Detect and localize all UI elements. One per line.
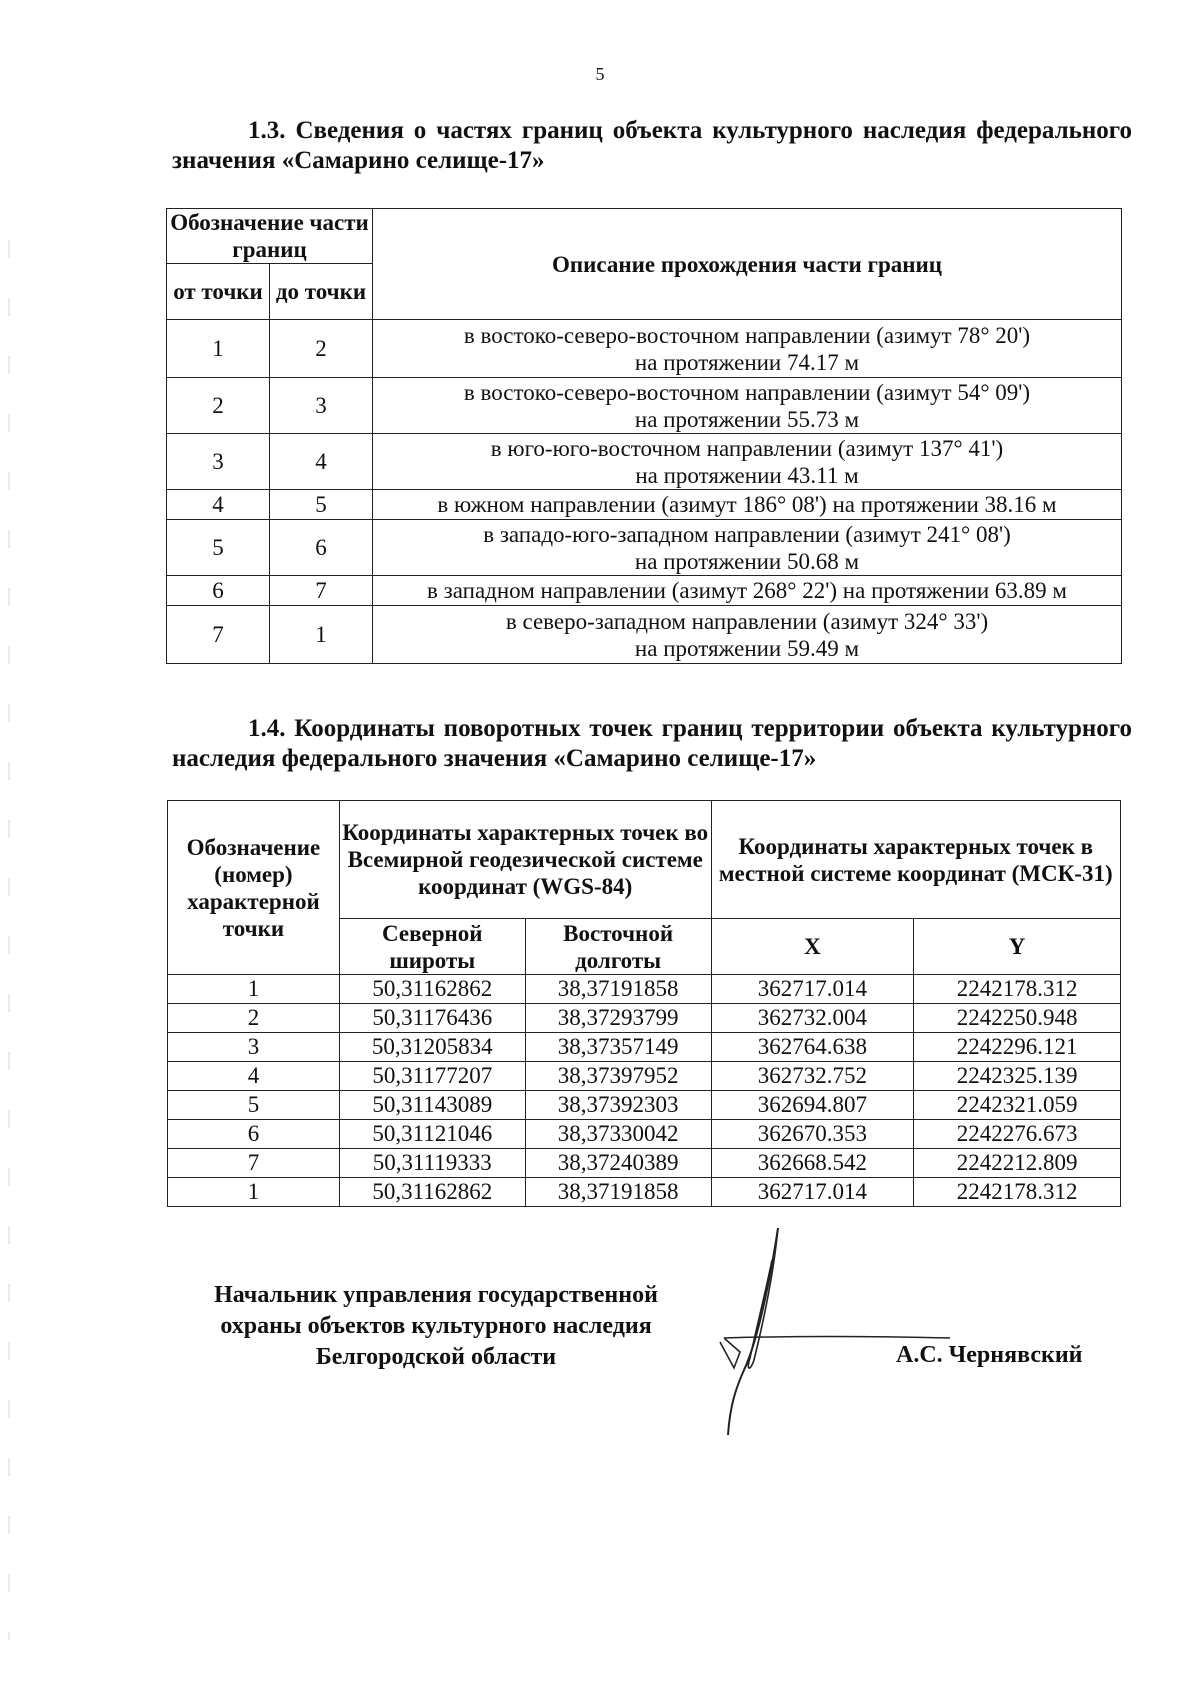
point-cell: 3	[168, 1033, 340, 1062]
description-cell	[373, 378, 1122, 434]
description-line: в юго-юго-восточном направлении (азимут 137° 41')	[490, 435, 1004, 461]
from-point-cell: 6	[167, 576, 270, 606]
section-1-3-heading-text: 1.3. Сведения о частях границ объекта культурного наследия федерального значения «Самарино селище-17»	[172, 117, 1132, 174]
point-cell: 5	[168, 1091, 340, 1120]
boundary-parts-table	[166, 208, 1122, 664]
lon-cell: 38,37357149	[525, 1033, 711, 1062]
description-cell	[373, 606, 1122, 664]
y-cell: 2242321.059	[914, 1091, 1121, 1120]
header-point-number: Обозначение (номер) характерной точки	[168, 801, 340, 975]
table-row	[167, 378, 1122, 434]
table-row	[168, 1033, 1121, 1062]
coordinates-body	[168, 975, 1121, 1207]
section-1-4-heading	[172, 714, 1132, 774]
header-wgs84: Координаты характерных точек во Всемирной геодезической системе координат (WGS-84)	[339, 801, 711, 919]
scan-margin-artifact	[6, 240, 12, 1640]
description-line: на протяжении 59.49 м	[634, 635, 860, 661]
y-cell: 2242250.948	[914, 1004, 1121, 1033]
section-1-3-heading	[172, 116, 1132, 176]
description-line: в западо-юго-западном направлении (азимут 241° 08')	[483, 521, 1011, 547]
lat-cell: 50,31119333	[339, 1149, 525, 1178]
from-point-cell: 3	[167, 434, 270, 490]
lat-cell: 50,31176436	[339, 1004, 525, 1033]
header-from-point: от точки	[167, 264, 270, 320]
y-cell: 2242178.312	[914, 975, 1121, 1004]
description-cell	[373, 490, 1122, 520]
lon-cell: 38,37191858	[525, 1178, 711, 1207]
signatory-name: А.С. Чернявский	[896, 1342, 1083, 1368]
description-line: в востоко-северо-восточном направлении (азимут 54° 09')	[463, 379, 1031, 405]
table-row	[168, 1062, 1121, 1091]
lat-cell: 50,31205834	[339, 1033, 525, 1062]
y-cell: 2242212.809	[914, 1149, 1121, 1178]
description-cell	[373, 320, 1122, 378]
description-line: в западном направлении (азимут 268° 22') на протяжении 63.89 м	[427, 578, 1067, 603]
header-designation: Обозначение части границ	[167, 209, 373, 264]
description-line: на протяжении 50.68 м	[634, 548, 860, 574]
table-row	[167, 520, 1122, 576]
table-row	[167, 490, 1122, 520]
signatory-title-line: Белгородской области	[315, 1344, 557, 1370]
description-line: на протяжении 43.11 м	[635, 462, 859, 488]
x-cell: 362717.014	[711, 1178, 914, 1207]
to-point-cell: 1	[270, 606, 373, 664]
from-point-cell: 5	[167, 520, 270, 576]
header-latitude: Северной широты	[339, 919, 525, 975]
boundary-parts-body	[167, 320, 1122, 664]
lon-cell: 38,37293799	[525, 1004, 711, 1033]
table-row	[168, 1149, 1121, 1178]
point-cell: 1	[168, 975, 340, 1004]
lon-cell: 38,37397952	[525, 1062, 711, 1091]
header-longitude: Восточной долготы	[525, 919, 711, 975]
header-x: X	[711, 919, 914, 975]
description-cell	[373, 576, 1122, 606]
lon-cell: 38,37330042	[525, 1120, 711, 1149]
lat-cell: 50,31143089	[339, 1091, 525, 1120]
description-cell	[373, 520, 1122, 576]
y-cell: 2242276.673	[914, 1120, 1121, 1149]
header-description: Описание прохождения части границ	[373, 209, 1122, 320]
x-cell: 362732.004	[711, 1004, 914, 1033]
table-row	[167, 576, 1122, 606]
to-point-cell: 3	[270, 378, 373, 434]
description-line: в южном направлении (азимут 186° 08') на протяжении 38.16 м	[437, 492, 1057, 517]
lat-cell: 50,31121046	[339, 1120, 525, 1149]
x-cell: 362717.014	[711, 975, 914, 1004]
point-cell: 6	[168, 1120, 340, 1149]
to-point-cell: 6	[270, 520, 373, 576]
x-cell: 362668.542	[711, 1149, 914, 1178]
signatory-title	[176, 1280, 696, 1373]
handwritten-signature	[700, 1220, 960, 1450]
lon-cell: 38,37240389	[525, 1149, 711, 1178]
coordinates-table	[167, 800, 1121, 1207]
table-row	[167, 606, 1122, 664]
point-cell: 7	[168, 1149, 340, 1178]
point-cell: 2	[168, 1004, 340, 1033]
to-point-cell: 4	[270, 434, 373, 490]
table-row	[168, 975, 1121, 1004]
x-cell: 362694.807	[711, 1091, 914, 1120]
table-row	[167, 434, 1122, 490]
from-point-cell: 7	[167, 606, 270, 664]
signatory-title-line: Начальник управления государственной	[214, 1282, 658, 1308]
lon-cell: 38,37392303	[525, 1091, 711, 1120]
description-cell	[373, 434, 1122, 490]
description-line: в северо-западном направлении (азимут 324° 33')	[505, 608, 989, 634]
signatory-title-line: охраны объектов культурного наследия	[220, 1313, 652, 1339]
to-point-cell: 5	[270, 490, 373, 520]
table-row	[168, 1120, 1121, 1149]
from-point-cell: 2	[167, 378, 270, 434]
y-cell: 2242296.121	[914, 1033, 1121, 1062]
from-point-cell: 1	[167, 320, 270, 378]
point-cell: 1	[168, 1178, 340, 1207]
lat-cell: 50,31177207	[339, 1062, 525, 1091]
y-cell: 2242178.312	[914, 1178, 1121, 1207]
lon-cell: 38,37191858	[525, 975, 711, 1004]
from-point-cell: 4	[167, 490, 270, 520]
table-row	[168, 1091, 1121, 1120]
header-y: Y	[914, 919, 1121, 975]
header-to-point: до точки	[270, 264, 373, 320]
to-point-cell: 2	[270, 320, 373, 378]
lat-cell: 50,31162862	[339, 1178, 525, 1207]
lat-cell: 50,31162862	[339, 975, 525, 1004]
table-row	[168, 1004, 1121, 1033]
description-line: на протяжении 74.17 м	[634, 349, 860, 375]
description-line: в востоко-северо-восточном направлении (азимут 78° 20')	[463, 322, 1031, 348]
table-row	[167, 320, 1122, 378]
table-row	[168, 1178, 1121, 1207]
x-cell: 362670.353	[711, 1120, 914, 1149]
x-cell: 362732.752	[711, 1062, 914, 1091]
x-cell: 362764.638	[711, 1033, 914, 1062]
page-number: 5	[595, 64, 605, 84]
y-cell: 2242325.139	[914, 1062, 1121, 1091]
header-msk31: Координаты характерных точек в местной системе координат (МСК-31)	[711, 801, 1120, 919]
point-cell: 4	[168, 1062, 340, 1091]
description-line: на протяжении 55.73 м	[634, 406, 860, 432]
to-point-cell: 7	[270, 576, 373, 606]
section-1-4-heading-text: 1.4. Координаты поворотных точек границ территории объекта культурного наследия федерального значения «Самарино селище-17»	[172, 715, 1132, 772]
